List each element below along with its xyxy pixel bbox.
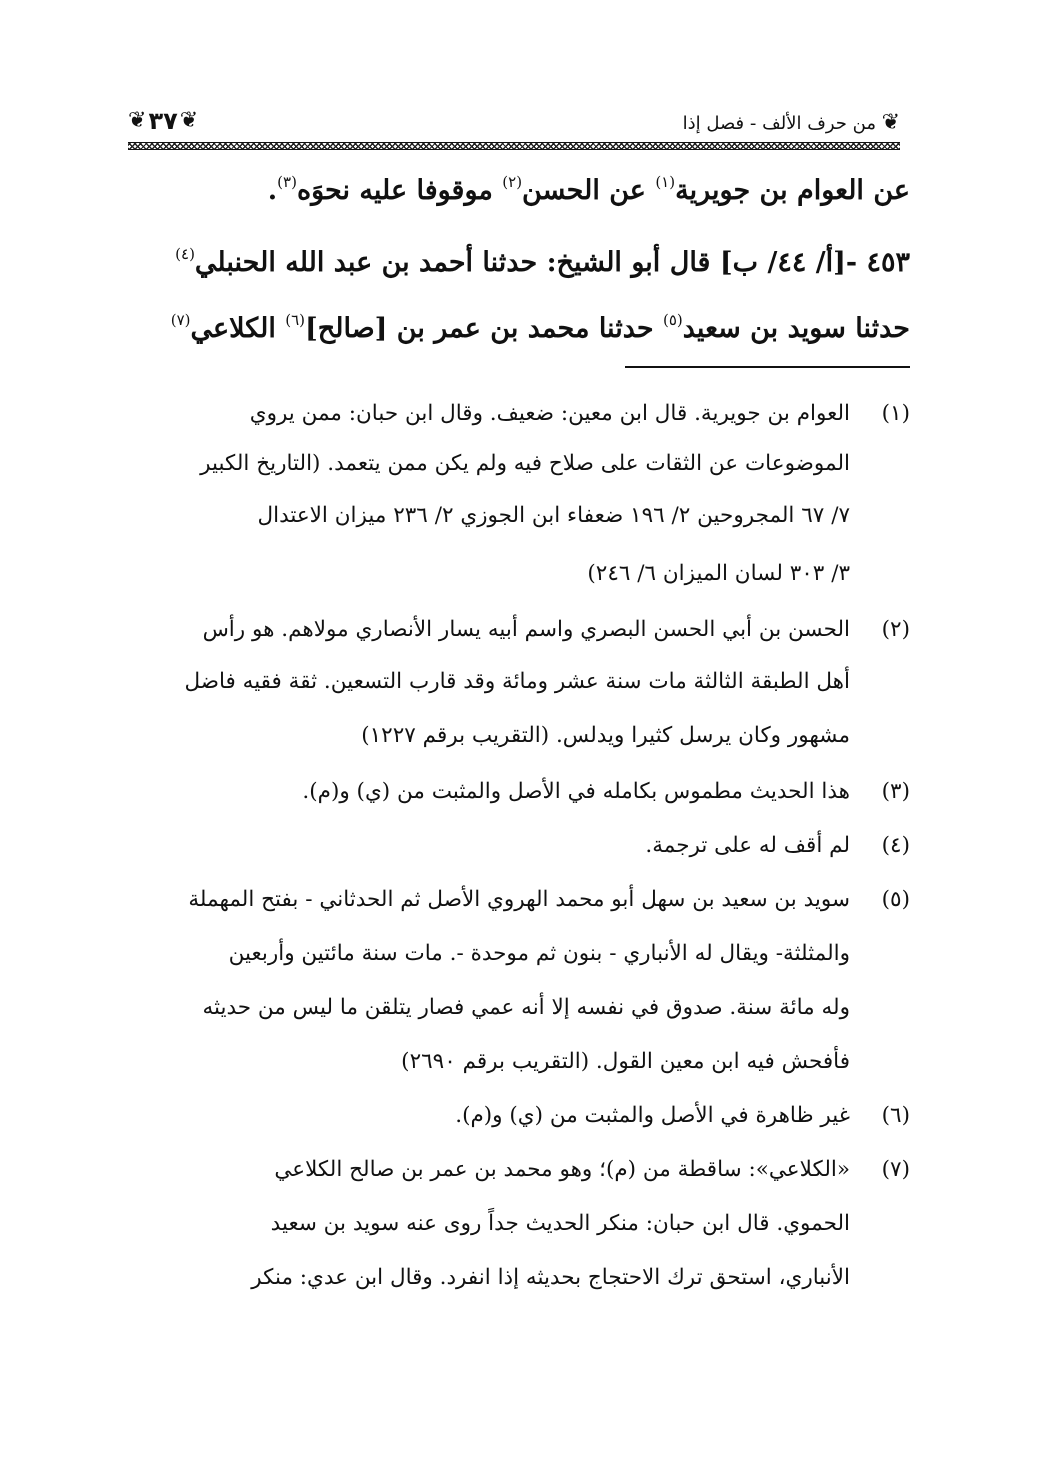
footnote-line xyxy=(250,396,910,432)
running-header xyxy=(128,104,900,150)
main-text-line xyxy=(171,300,910,349)
footnote-line: وله مائة سنة. صدوق في نفسه إلا أنه عمي فصار يتلقن ما ليس من حديثه xyxy=(202,995,850,1020)
footnote-line xyxy=(203,612,910,648)
text-segment: عن العوام بن جويرية xyxy=(675,175,910,206)
footnote-number: (٤) xyxy=(881,833,910,858)
footnote-line xyxy=(188,882,910,918)
main-text-line xyxy=(268,162,910,211)
footnote-number: (٥) xyxy=(881,887,910,912)
footnote-ref: (٤) xyxy=(175,245,195,263)
footnote-number: (٧) xyxy=(881,1157,910,1182)
footnote-line xyxy=(645,828,910,864)
footnote-line: ٣/ ٣٠٣ لسان الميزان ٦/ ٢٤٦) xyxy=(587,561,850,586)
text-segment: موقوفا عليه نحوَه xyxy=(296,175,503,206)
footnote-number: (٦) xyxy=(881,1103,910,1128)
main-text-line xyxy=(175,234,910,283)
footnote-text: لم أقف له على ترجمة. xyxy=(645,833,850,858)
footnote-ref: (٢) xyxy=(502,173,523,191)
ornament-icon: ❦ xyxy=(128,108,147,133)
footnote-line xyxy=(274,1152,910,1188)
footnote-line: مشهور وكان يرسل كثيرا ويدلس. (التقريب برقم ١٢٢٧) xyxy=(361,723,850,748)
footnote-line: أهل الطبقة الثالثة مات سنة عشر ومائة وقد قارب التسعين. ثقة فقيه فاضل xyxy=(184,669,850,694)
chapter-title: من حرف الألف - فصل إذا xyxy=(682,113,876,134)
text-segment: حدثنا محمد بن عمر بن [صالح] xyxy=(305,313,663,344)
footnote-line: فأفحش فيه ابن معين القول. (التقريب برقم ٢٦٩٠) xyxy=(401,1049,850,1074)
footnote-line: الحموي. قال ابن حبان: منكر الحديث جداً روى عنه سويد بن سعيد xyxy=(270,1211,850,1236)
footnote-line: ٧/ ٦٧ المجروحين ٢/ ١٩٦ ضعفاء ابن الجوزي ٢/ ٢٣٦ ميزان الاعتدال xyxy=(257,503,850,528)
footnote-line: والمثلثة- ويقال له الأنباري - بنون ثم موحدة -. مات سنة مائتين وأربعين xyxy=(228,941,850,966)
ornament-icon: ❦ xyxy=(881,110,900,135)
footnote-number: (٣) xyxy=(881,779,910,804)
footnote-ref: (٥) xyxy=(662,311,683,329)
ornament-icon: ❦ xyxy=(179,108,199,133)
header-divider xyxy=(128,142,900,150)
footnote-number: (١) xyxy=(881,401,910,426)
page-number-block xyxy=(128,104,198,138)
footnote-text: سويد بن سعيد بن سهل أبو محمد الهروي الأصل ثم الحدثاني - بفتح المهملة xyxy=(188,887,850,912)
text-segment: عن الحسن xyxy=(522,175,656,206)
footnote-line: الأنباري، استحق ترك الاحتجاج بحديثه إذا انفرد. وقال ابن عدي: منكر xyxy=(251,1265,850,1290)
footnote-line xyxy=(455,1098,910,1134)
footnote-text: العوام بن جويرية. قال ابن معين: ضعيف. وقال ابن حبان: ممن يروي xyxy=(249,401,850,426)
text-segment: الكلاعي xyxy=(190,313,286,344)
footnote-ref: (٣) xyxy=(277,173,297,191)
footnote-text: الحسن بن أبي الحسن البصري واسم أبيه يسار الأنصاري مولاهم. هو رأس xyxy=(202,617,850,642)
text-segment: . xyxy=(267,175,278,206)
footnote-ref: (٦) xyxy=(285,311,306,329)
footnote-separator xyxy=(625,366,910,368)
footnote-number: (٢) xyxy=(881,617,910,642)
footnote-line xyxy=(302,774,910,810)
footnote-text: «الكلاعي»: ساقطة من (م)؛ وهو محمد بن عمر بن صالح الكلاعي xyxy=(274,1157,850,1182)
footnote-line: الموضوعات عن الثقات على صلاح فيه ولم يكن ممن يتعمد. (التاريخ الكبير xyxy=(200,451,850,476)
text-segment: حدثنا سويد بن سعيد xyxy=(682,313,910,344)
footnote-text: هذا الحديث مطموس بكامله في الأصل والمثبت من (ي) و(م). xyxy=(302,779,850,804)
footnote-ref: (١) xyxy=(655,173,676,191)
footnote-text: غير ظاهرة في الأصل والمثبت من (ي) و(م). xyxy=(455,1103,850,1128)
page-number: ٣٧ xyxy=(148,107,178,135)
footnote-ref: (٧) xyxy=(170,311,191,329)
text-segment: ٤٥٣ -[أ/ ٤٤/ ب] قال أبو الشيخ: حدثنا أحمد بن عبد الله الحنبلي xyxy=(194,247,910,278)
